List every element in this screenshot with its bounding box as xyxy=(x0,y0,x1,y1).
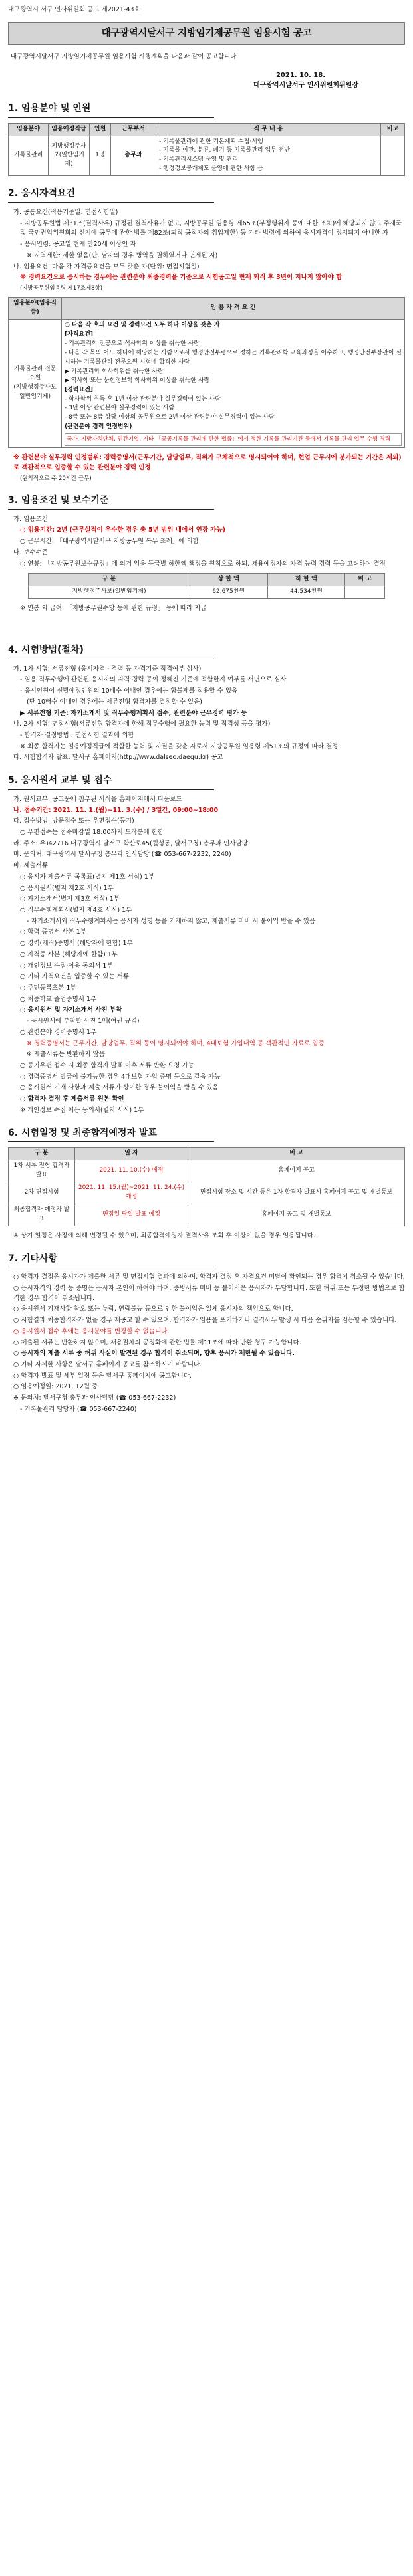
apply-line: ※ 개인정보 수집·이용 동의서(별지 서식) 1부 xyxy=(20,1106,144,1114)
duty-line: - 기록물관리에 관한 기본계획 수립·시행 xyxy=(159,138,263,145)
table-header-row xyxy=(9,123,405,136)
table-header: 임용분야 xyxy=(9,123,49,136)
table-header: 임용예정직급 xyxy=(49,123,90,136)
qual-left-line: 일반임기제) xyxy=(19,393,51,401)
apply-line: ○ 응시원서 및 자기소개서 사진 부착 xyxy=(20,1006,122,1014)
region-note: ※ 지역제한: 제한 없음(단, 남자의 경우 병역을 필하였거나 면제된 자) xyxy=(27,251,218,259)
apply-line: ○ 등기우편 접수 시 최종 합격자 발표 이후 서류 반환 요청 가능 xyxy=(20,1062,194,1070)
misc-line: ○ 응시원서 접수 후에는 응시분야를 변경할 수 없습니다. xyxy=(13,1327,170,1335)
table-header: 임용분야(임용직급) xyxy=(9,298,62,320)
pay-note: ※ 연봉 외 급여: 「지방공무원수당 등에 관한 규정」 등에 따라 지급 xyxy=(20,605,207,613)
schedule-cell: 홈페이지 공고 및 개별통보 xyxy=(188,1204,405,1226)
cell-duties xyxy=(156,136,381,176)
pay-cell: 62,675천원 xyxy=(190,586,267,599)
cell-dept: 총무과 xyxy=(111,136,156,176)
table-row xyxy=(9,1204,405,1226)
table-header: 하 한 액 xyxy=(267,574,345,586)
apply-line: 라. 주소: 우)42716 대구광역시 달서구 학산로45(월성동, 달서구청) 총무과 인사담당 xyxy=(13,839,248,847)
section-7-heading: 7. 기타사항 xyxy=(8,1252,214,1268)
misc-line: ○ 기타 자세한 사항은 달서구 홈페이지 공고를 참조하시기 바랍니다. xyxy=(13,1361,202,1369)
apply-line: ○ 기타 자격요건을 입증할 수 있는 서류 xyxy=(20,973,130,981)
work-hours: ○ 근무시간: 「대구광역시달서구 지방공무원 복무 조례」에 의함 xyxy=(20,538,199,546)
table-header: 비고 xyxy=(381,123,405,136)
recruitment-table xyxy=(8,123,405,177)
exam-line: - 응시인원이 선발예정인원의 10배수 이내인 경우에는 합불제를 적용할 수 있음 xyxy=(20,687,238,695)
apply-line: 바. 제출서류 xyxy=(13,862,48,870)
misc-line: ○ 응시자의 제출 서류 중 허위 사실이 발견된 경우 합격이 취소되며, 향후 응시가 제한될 수 있습니다. xyxy=(13,1350,295,1358)
exam-line: 다. 시험합격자 발표: 달서구 홈페이지(http://www.dalseo.daegu.kr) 공고 xyxy=(13,754,223,762)
qualification-title: 나. 임용요건: 다음 각 자격증요건을 모두 갖춘 자(단위: 면접시험일) xyxy=(13,263,200,270)
career-note: ※ 경력요건으로 응시하는 경우에는 관련분야 최종경력을 기준으로 시험공고일 현재 퇴직 후 3년이 지나지 않아야 함 xyxy=(20,274,343,282)
pay-table xyxy=(28,573,385,599)
qual-line: ○ 다음 각 호의 요건 및 경력요건 모두 하나 이상을 갖춘 자 xyxy=(65,322,220,329)
apply-line: ※ 제출서류는 반환하지 않음 xyxy=(27,1051,105,1059)
table-header: 비 고 xyxy=(188,1148,405,1160)
schedule-cell: 2021. 11. 15.(월)~2021. 11. 24.(수) 예정 xyxy=(75,1182,188,1204)
schedule-table-wrap xyxy=(8,1147,405,1226)
exam-line: (단 10배수 이내인 경우에는 서류전형 합격자를 결정할 수 있음) xyxy=(27,698,202,706)
pay-cell xyxy=(345,586,385,599)
table-header: 인원 xyxy=(90,123,111,136)
apply-line: ○ 주민등록초본 1부 xyxy=(20,984,76,992)
table-row xyxy=(9,1182,405,1204)
duty-line: - 기록물 이관, 분류, 폐기 등 기록물관리 업무 전반 xyxy=(159,147,291,154)
schedule-cell: 최종합격자 예정자 발표 xyxy=(9,1204,75,1226)
pay-cell: 44,534천원 xyxy=(267,586,345,599)
qual-line: - 학사학위 취득 후 1년 이상 관련분야 실무경력이 있는 사람 xyxy=(65,395,221,403)
exam-line: ※ 최종 합격자는 임용예정직급에 적합한 능력 및 자질을 갖춘 자로서 지방공무원 임용령 제51조의 규정에 따라 결정 xyxy=(20,742,339,750)
misc-line: ○ 합격자 결정은 응시자가 제출한 서류 및 면접시험 결과에 의하며, 합격자 결정 후 자격요건 미달이 확인되는 경우 합격이 취소될 수 있습니다. xyxy=(13,1273,405,1281)
qualification-field xyxy=(9,320,62,448)
schedule-cell: 1차 서류 전형 합격자 발표 xyxy=(9,1160,75,1182)
schedule-cell: 2021. 11. 10.(수) 예정 xyxy=(75,1160,188,1182)
misc-line: ○ 응시원서 기재사항 착오 또는 누락, 연락불능 등으로 인한 불이익은 일체 응시자의 책임으로 합니다. xyxy=(13,1305,293,1313)
qual-line: 국가, 지방자치단체, 민간기업, 기타 「공공기록물 관리에 관한 법률」에서 정한 기록물 관리기관 등에서 기록물 관리 업무 수행 경력 xyxy=(65,433,402,446)
age-requirement: - 응시연령: 공고일 현재 만20세 이상인 자 xyxy=(20,241,136,249)
qual-line: [자격요건] xyxy=(65,330,94,338)
misc-line: ○ 임용예정일: 2021. 12월 중 xyxy=(13,1383,98,1391)
table-header: 구 분 xyxy=(9,1148,75,1160)
qual-line: - 8급 또는 8급 상당 이상의 공무원으로 2년 이상 관련분야 실무경력이 있는 사람 xyxy=(65,414,275,421)
misc-line: ※ 문의처: 달서구청 총무과 인사담당 (☎ 053-667-2232) xyxy=(13,1394,176,1402)
duty-line: - 행정정보공개제도 운영에 관한 사항 등 xyxy=(159,165,263,173)
announcement-number: 대구광역시 서구 인사위원회 공고 제2021-43호 xyxy=(8,6,140,13)
page-title: 대구광역시달서구 지방임기제공무원 임용시험 공고 xyxy=(8,22,405,45)
table-header-row xyxy=(9,1148,405,1160)
apply-line: ○ 자격증 사본 (해당자에 한함) 1부 xyxy=(20,950,118,958)
misc-line: ○ 응시자격의 경력 등 증명은 응시자 본인이 하여야 하며, 증빙서류 미비 등 불이익은 응시자가 부담합니다. 또한 허위 또는 부정한 방법으로 합격한 경우 합격이 취소됩니다. xyxy=(13,1285,405,1302)
qualification-table-wrap xyxy=(8,297,405,448)
qual-line: - 다음 각 목의 어느 하나에 해당하는 사람으로서 행정안전부령으로 정하는 기록관리학 교육과정을 이수하고, 행정안전부장관이 실시하는 기록물관리 전문요원 시험에 합격한 사람 xyxy=(65,349,402,366)
cell-count: 1명 xyxy=(90,136,111,176)
table-header-row xyxy=(9,298,405,320)
schedule-cell: 홈페이지 공고 xyxy=(188,1160,405,1182)
exam-line: - 합격자 결정방법 : 면접시험 결과에 의함 xyxy=(20,731,134,739)
career-range-note: ※ 관련분야 실무경력 인정범위: 경력증명서(근무기간, 담당업무, 직위가 구체적으로 명시되어야 하며, 현업 근무시에 분가되는 기간은 제외)로 객관적으로 입증할 수 있는 관련분야 경력 인정 xyxy=(13,454,402,472)
apply-line: ○ 응시원서(별지 제2호 서식) 1부 xyxy=(20,884,114,892)
career-note-ref: (지방공무원임용령 제17조제8항) xyxy=(20,285,103,292)
qual-left-line: (지방행정주사보 xyxy=(13,384,57,391)
qual-line: - 기록관리학 전공으로 석사학위 이상을 취득한 사람 xyxy=(65,340,200,347)
table-header-row xyxy=(29,574,385,586)
apply-line: ○ 우편접수는 접수마감일 18:00까지 도착분에 한함 xyxy=(20,828,164,836)
table-header: 임 용 자 격 요 건 xyxy=(62,298,405,320)
exam-line: ▶ 서류전형 기준: 자기소개서 및 직무수행계획서 점수, 관련분야 근무경력 평가 등 xyxy=(20,709,247,717)
term-period: ○ 임용기간: 2년 (근무실적이 우수한 경우 총 5년 범위 내에서 연장 가능) xyxy=(20,526,225,534)
qual-line: (관련분야 경력 인정범위) xyxy=(65,423,132,431)
announcement-signer: 대구광역시달서구 인사위원회위원장 xyxy=(253,82,358,90)
table-row xyxy=(9,136,405,176)
apply-line: - 자기소개서와 직무수행계획서는 응시자 성명 등을 기재하지 않고, 제출서류 미비 시 불이익 받을 수 있음 xyxy=(27,917,316,925)
apply-line: 마. 문의처: 대구광역시 달서구청 총무과 인사담당 (☎ 053-667-2232, 2240) xyxy=(13,851,231,859)
apply-line: ○ 자기소개서(별지 제3호 서식) 1부 xyxy=(20,895,120,903)
apply-line: ○ 응시원서 기재 사항과 제출 서류가 상이한 경우 불이익을 받을 수 있음 xyxy=(20,1084,219,1092)
table-header: 구 분 xyxy=(29,574,190,586)
schedule-cell: 면접시험 장소 및 시간 등은 1차 합격자 발표시 홈페이지 공고 및 개별통보 xyxy=(188,1182,405,1204)
pay-text: ○ 연봉: 「지방공무원보수규정」에 의거 임용 등급별 하한액 책정을 원칙으로 하되, 채용예정자의 자격 능력 경력 등을 고려하여 결정 xyxy=(20,560,386,568)
section-5-heading: 5. 응시원서 교부 및 접수 xyxy=(8,774,214,790)
section-6-heading: 6. 시험일정 및 최종합격예정자 발표 xyxy=(8,1127,214,1142)
misc-line: ○ 합격자 발표 및 세부 일정 등은 달서구 홈페이지에 공고합니다. xyxy=(13,1372,192,1380)
section-2-heading: 2. 응시자격요건 xyxy=(8,187,214,203)
table-row xyxy=(29,586,385,599)
apply-line: - 응시원서에 부착할 사진 1매(여권 규격) xyxy=(27,1018,140,1025)
table-row xyxy=(9,320,405,448)
misc-line: - 기록물관리 담당자 (☎ 053-667-2240) xyxy=(20,1405,137,1413)
qualification-table xyxy=(8,297,405,448)
exam-line: 나. 2차 시험: 면접시험(서류전형 합격자에 한해 직무수행에 필요한 능력 및 적격성 등을 평가) xyxy=(13,720,271,728)
pay-title: 나. 보수수준 xyxy=(13,548,48,556)
cell-rank: 지방행정주사보(일반임기제) xyxy=(49,136,90,176)
qualification-details xyxy=(62,320,405,448)
pay-table-wrap xyxy=(8,573,405,599)
pay-cell: 지방행정주사보(일반임기제) xyxy=(29,586,190,599)
recruitment-table-wrap xyxy=(8,123,405,177)
table-header: 근무부서 xyxy=(111,123,156,136)
apply-period: 나. 접수기간: 2021. 11. 1.(월)~11. 3.(수) / 3일간, 09:00~18:00 xyxy=(13,806,219,814)
table-header: 비 고 xyxy=(345,574,385,586)
schedule-cell: 면접일 당일 발표 예정 xyxy=(75,1204,188,1226)
apply-line: ○ 합격자 결정 후 제출서류 원본 확인 xyxy=(20,1095,124,1103)
apply-line: ○ 관련분야 경력증명서 1부 xyxy=(20,1028,97,1036)
section-3-heading: 3. 임용조건 및 보수기준 xyxy=(8,494,214,510)
table-header: 상 한 액 xyxy=(190,574,267,586)
common-requirement-text: - 지방공무원법 제31조(결격사유) 규정된 결격사유가 없고, 지방공무원 임용령 제65조(부정행위자 등에 대한 조치)에 해당되지 않고 주재국 및 국민권익위원회의 신기에 공무에 관한 법률 제82조(퇴직 공직자의 취업제한) 등 기타 법령에 의하여 응시자격이 정지되지 아니한 자 xyxy=(20,219,402,237)
apply-line: ○ 직무수행계획서(별지 제4호 서식) 1부 xyxy=(20,906,132,914)
misc-line: ○ 시험결과 최종합격자가 없을 경우 재공고 할 수 있으며, 합격자가 임용을 포기하거나 결격사유 발생 시 다음 순위자를 임용할 수 있습니다. xyxy=(13,1317,397,1325)
apply-line: ※ 경력증명서는 근무기간, 담당업무, 직위 등이 명시되어야 하며, 4대보험 가입내역 등 객관적인 자료로 입증 xyxy=(27,1039,325,1047)
schedule-note: ※ 상기 일정은 사정에 의해 변경될 수 있으며, 최종합격예정자 결격사유 조회 후 이상이 없을 경우 임용됩니다. xyxy=(13,1232,315,1239)
exam-line: 가. 1차 시험: 서류전형 (응시자격 · 경력 등 자격기준 적격여부 심사) xyxy=(13,665,202,673)
intro-text: 대구광역시달서구 지방임기제공무원 임용시험 시행계획을 다음과 같이 공고합니다. xyxy=(11,53,239,61)
table-header: 직 무 내 용 xyxy=(156,123,381,136)
qual-left-line: 기록물관리 전문요원 xyxy=(13,366,57,382)
cell-note xyxy=(381,136,405,176)
qual-line: ▶ 기록관리학 학사학위를 취득한 사람 xyxy=(65,368,164,375)
apply-line: 다. 접수방법: 방문접수 또는 우편접수(등기) xyxy=(13,817,134,825)
section-1-heading: 1. 임용분야 및 인원 xyxy=(8,102,214,118)
exam-line: - 임용 직무수행에 관련된 응시자의 자격·경력 등이 정해진 기준에 적합한지 여부를 서면으로 심사 xyxy=(20,676,287,684)
common-requirement-title: 가. 공통요건(적용기준일: 면접시험일) xyxy=(13,208,118,216)
terms-title: 가. 임용조건 xyxy=(13,515,48,523)
apply-line: ○ 최종학교 졸업증명서 1부 xyxy=(20,995,97,1003)
table-header: 일 자 xyxy=(75,1148,188,1160)
schedule-cell: 2차 면접시험 xyxy=(9,1182,75,1204)
qual-line: - 3년 이상 관련분야 실무경력이 있는 사람 xyxy=(65,405,175,412)
apply-line: 가. 원서교부: 공고문에 첨부된 서식을 홈페이지에서 다운로드 xyxy=(13,795,182,803)
apply-line: ○ 경력증명서 발급이 불가능한 경우 4대보험 가입 증명 등으로 갈음 가능 xyxy=(20,1073,221,1081)
table-row xyxy=(9,1160,405,1182)
announcement-date: 2021. 10. 18. xyxy=(275,71,325,79)
qual-line: ▶ 역사학 또는 문헌정보학 학사학위 이상을 취득한 사람 xyxy=(65,377,210,384)
schedule-table xyxy=(8,1147,405,1226)
section-4-heading: 4. 시험방법(절차) xyxy=(8,643,214,659)
apply-line: ○ 개인정보 수집·이용 동의서 1부 xyxy=(20,962,113,970)
cell-field: 기록물관리 xyxy=(9,136,49,176)
apply-line: ○ 학력 증명서 사본 1부 xyxy=(20,928,86,936)
apply-line: ○ 응시자 제출서류 목록표(별지 제1호 서식) 1부 xyxy=(20,873,154,881)
apply-line: ○ 경력(재직)증명서 (해당자에 한함) 1부 xyxy=(20,940,133,948)
career-range-note-sub: (원칙적으로 주 20시간 근무) xyxy=(20,475,92,482)
duty-line: - 기록관리시스템 운영 및 관리 xyxy=(159,156,239,163)
misc-line: ○ 제출된 서류는 반환하지 않으며, 채용절차의 공정화에 관한 법률 제11조에 따라 반환 청구 가능합니다. xyxy=(13,1339,301,1346)
qual-line: [경력요건] xyxy=(65,386,94,393)
